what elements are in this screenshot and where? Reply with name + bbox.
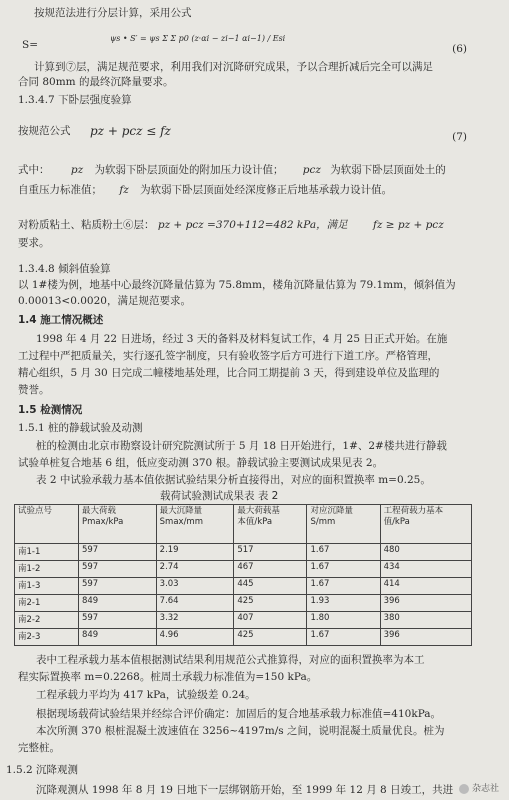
calc-line-2: 合同 80mm 的最终沉降量要求。	[18, 76, 174, 88]
table-cell: 434	[380, 561, 471, 578]
table-cell: 480	[380, 544, 471, 561]
table-cell: 1.67	[307, 544, 380, 561]
table-row	[15, 578, 472, 595]
rule-label: 按规范公式	[18, 125, 71, 137]
definition-pz: 为软弱下卧层顶面处的附加压力设计值；	[94, 164, 284, 176]
table-cell: 1.93	[307, 595, 380, 612]
table-row	[15, 629, 472, 646]
table-cell: 4.96	[156, 629, 234, 646]
construction-line-3: 精心组织，5 月 30 日完成二幢楼地基处理，比合同工期提前 3 天，得到建设单位及监理的	[18, 367, 440, 379]
table-cell: 2.74	[156, 561, 234, 578]
table-cell: 1.67	[307, 578, 380, 595]
header-pmax: 最大荷载 Pmax/kPa	[78, 505, 156, 544]
heading-1-4: 1.4 施工情况概述	[18, 314, 104, 326]
definition-line-2	[18, 183, 509, 197]
table-cell: 467	[234, 561, 307, 578]
definition-fz: 为软弱下卧层顶面处经深度修正后地基承载力设计值。	[140, 184, 393, 196]
table-cell: 3.03	[156, 578, 234, 595]
table-cell: 407	[234, 612, 307, 629]
symbol-pz: pz	[70, 164, 84, 176]
table-cell: 597	[78, 561, 156, 578]
silt-condition: fz ≥ pz + pcz	[372, 219, 444, 231]
table-cell: 1.80	[307, 612, 380, 629]
tilt-line-1: 以 1#楼为例，地基中心最终沉降量估算为 75.8mm，楼角沉降量估算为 79.1mm，倾斜值为	[18, 279, 456, 291]
settlement-line: 沉降观测从 1998 年 8 月 19 日地下一层绑钢筋开始，至 1999 年 12 月 8 日竣工，共进	[36, 784, 454, 796]
result-line-1: 表中工程承载力基本值根据测试结果利用规范公式推算得，对应的面积置换率为本工	[36, 654, 425, 666]
test-line-1: 桩的检测由北京市勘察设计研究院测试所于 5 月 18 日开始进行，1#、2#楼共进行静载	[36, 440, 447, 452]
table-cell: 南2-2	[15, 612, 79, 629]
tilt-line-2: 0.00013<0.0020，满足规范要求。	[18, 295, 191, 307]
silt-label: 对粉质粘土、粘质粉土⑥层：	[18, 219, 155, 231]
table-cell: 南1-2	[15, 561, 79, 578]
table-cell: 597	[78, 578, 156, 595]
definition-pcz: 为软弱下卧层顶面处土的	[330, 164, 446, 176]
table-cell: 396	[380, 595, 471, 612]
table-cell: 425	[234, 629, 307, 646]
watermark	[459, 781, 499, 794]
intro-line: 按规范法进行分层计算，采用公式	[34, 7, 192, 19]
equation-number-7: (7)	[452, 131, 467, 143]
silt-requirement: 要求。	[18, 237, 50, 249]
symbol-pcz: pcz	[302, 164, 321, 176]
watermark-text: 杂志社	[471, 784, 499, 794]
table-row	[15, 612, 472, 629]
table-cell: 597	[78, 544, 156, 561]
heading-1-5-1: 1.5.1 桩的静载试验及动测	[18, 422, 143, 434]
header-settlement: 对应沉降量 S/mm	[307, 505, 380, 544]
table-cell: 414	[380, 578, 471, 595]
header-point: 试验点号	[15, 505, 79, 544]
table-cell: 380	[380, 612, 471, 629]
silt-line	[18, 218, 509, 232]
symbol-fz: fz	[119, 184, 129, 196]
table-cell: 2.19	[156, 544, 234, 561]
result-line-3: 工程承载力平均为 417 kPa，试验级差 0.24。	[36, 689, 256, 701]
table-row	[15, 544, 472, 561]
table-cell: 7.64	[156, 595, 234, 612]
table-cell: 南2-3	[15, 629, 79, 646]
table-cell: 849	[78, 595, 156, 612]
definition-line-1	[18, 163, 509, 177]
heading-1-3-4-7: 1.3.4.7 下卧层强度验算	[18, 94, 132, 106]
heading-1-3-4-8: 1.3.4.8 倾斜值验算	[18, 263, 111, 275]
equation-number-6: (6)	[452, 43, 467, 55]
load-test-table	[14, 504, 472, 646]
heading-1-5-2: 1.5.2 沉降观测	[6, 764, 79, 776]
header-smax: 最大沉降量 Smax/mm	[156, 505, 234, 544]
silt-formula: pz + pcz =370+112=482 kPa，满足	[157, 219, 348, 231]
result-line-5: 本次所测 370 根桩混凝土波速值在 3256~4197m/s 之间，说明混凝土质量优良。桩为	[36, 725, 445, 737]
construction-line-2: 工过程中严把质量关，实行逐孔签字制度，只有验收签字后方可进行下道工序。严格管理，	[18, 350, 438, 362]
test-line-3: 表 2 中试验承载力基本值依据试验结果分析直接得出，对应的面积置换率 m=0.25。	[36, 474, 431, 486]
definition-prefix: 式中：	[18, 164, 50, 176]
table-cell: 849	[78, 629, 156, 646]
table-cell: 南1-3	[15, 578, 79, 595]
header-engineering-value: 工程荷载力基本 值/kPa	[380, 505, 471, 544]
table-cell: 1.67	[307, 629, 380, 646]
heading-1-5: 1.5 检测情况	[18, 404, 83, 416]
table-cell: 425	[234, 595, 307, 612]
result-line-2: 程实际置换率 m=0.2268。桩周土承载力标准值为=150 kPa。	[18, 671, 318, 683]
formula-6: ψs • S′ = ψs Σ Σ p0 (z·αi − zi−1 αi−1) / Esi	[110, 34, 286, 43]
table-cell: 445	[234, 578, 307, 595]
table-cell: 南2-1	[15, 595, 79, 612]
calc-line-1: 计算到⑦层，满足规范要求，利用我们对沉降研究成果，予以合理折减后完全可以满足	[34, 61, 433, 73]
definition-pcz-cont: 自重压力标准值；	[18, 184, 102, 196]
s-label: S=	[22, 39, 38, 51]
test-line-2: 试验单桩复合地基 6 组，低应变动测 370 根。静载试验主要测试成果见表 2。	[18, 457, 384, 469]
table-cell: 517	[234, 544, 307, 561]
construction-line-1: 1998 年 4 月 22 日进场，经过 3 天的备料及材料复试工作，4 月 25 日正式开始。在施	[36, 333, 448, 345]
header-base-value: 最大荷载基 本值/kPa	[234, 505, 307, 544]
watermark-icon	[459, 784, 469, 794]
formula-7: pz + pcz ≤ fz	[90, 124, 171, 138]
table-caption: 载荷试验测试成果表 表 2	[160, 490, 279, 502]
construction-line-4: 赞誉。	[18, 384, 50, 396]
table-cell: 597	[78, 612, 156, 629]
result-line-4: 根据现场载荷试验结果并经综合评价确定：加固后的复合地基承载力标准值=410kPa。	[36, 708, 442, 720]
table-row	[15, 561, 472, 578]
table-header-row	[15, 505, 472, 544]
table-cell: 396	[380, 629, 471, 646]
table-cell: 3.32	[156, 612, 234, 629]
table-cell: 南1-1	[15, 544, 79, 561]
table-row	[15, 595, 472, 612]
result-line-6: 完整桩。	[18, 742, 60, 754]
table-cell: 1.67	[307, 561, 380, 578]
